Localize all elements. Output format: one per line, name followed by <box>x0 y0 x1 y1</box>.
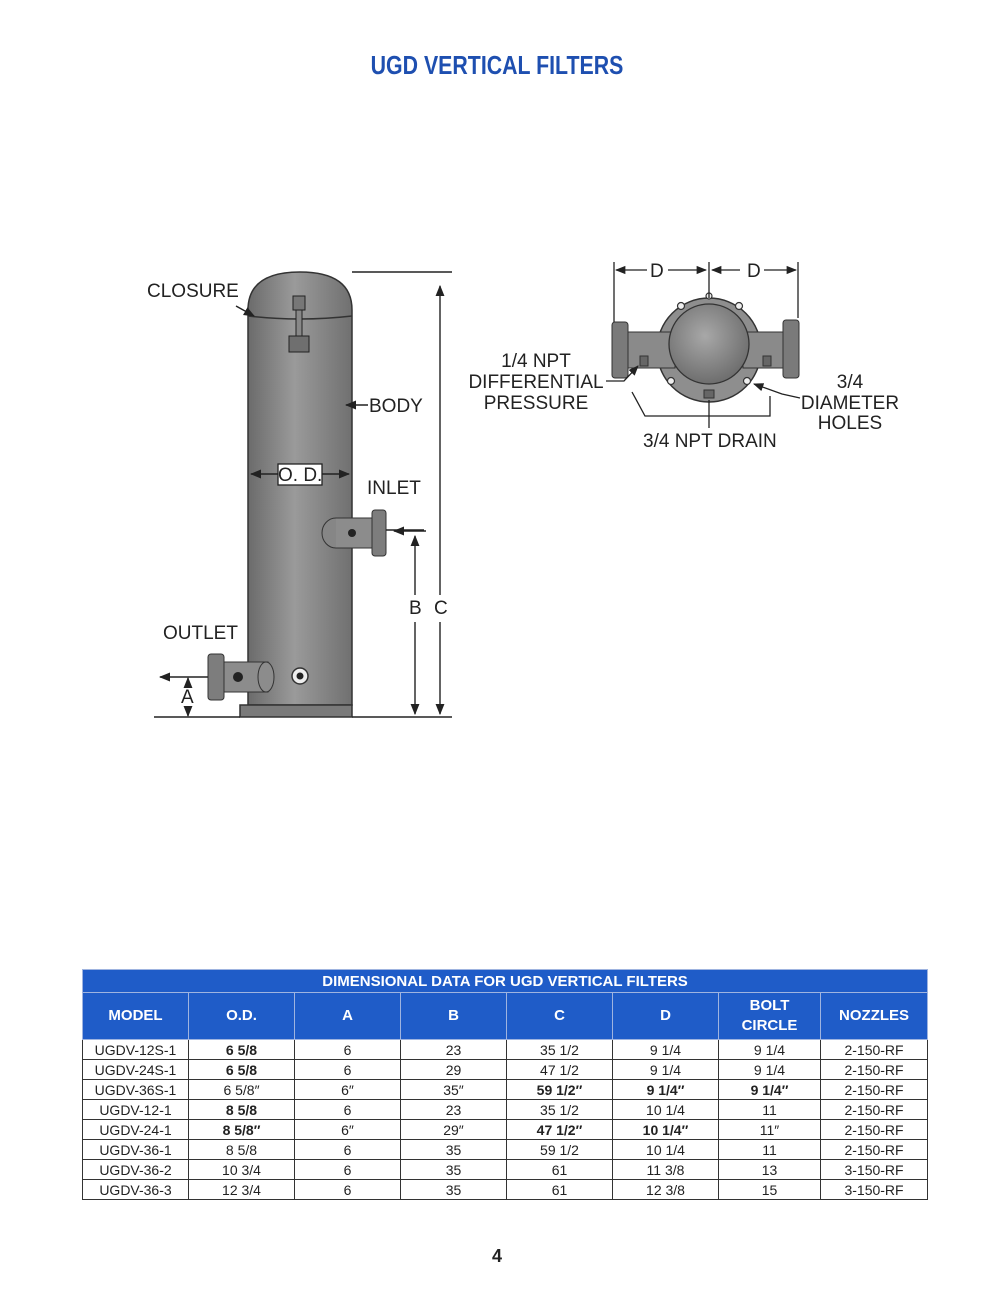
table-row <box>83 1180 928 1200</box>
cell-c: 35 1/2 <box>507 1040 613 1060</box>
cell-model: UGDV-36-3 <box>83 1180 189 1200</box>
cell-model: UGDV-36-2 <box>83 1160 189 1180</box>
header-d: D <box>613 993 719 1040</box>
cell-c: 35 1/2 <box>507 1100 613 1120</box>
header-circle: CIRCLE <box>741 1017 798 1034</box>
dim-b-label: B <box>409 598 422 619</box>
cell-bolt-circle: 13 <box>719 1160 821 1180</box>
header-bolt-circle <box>719 993 821 1040</box>
cell-nozzles: 3-150-RF <box>821 1160 928 1180</box>
cell-od: 8 5/8 <box>189 1140 295 1160</box>
cell-nozzles: 3-150-RF <box>821 1180 928 1200</box>
cell-bolt-circle: 9 1/4″ <box>719 1080 821 1100</box>
cell-model: UGDV-36S-1 <box>83 1080 189 1100</box>
cell-a: 6 <box>295 1140 401 1160</box>
cell-bolt-circle: 15 <box>719 1180 821 1200</box>
cell-a: 6″ <box>295 1080 401 1100</box>
table-caption: DIMENSIONAL DATA FOR UGD VERTICAL FILTERS <box>83 970 928 993</box>
dim-d-left-label: D <box>650 261 664 282</box>
cell-bolt-circle: 11 <box>719 1140 821 1160</box>
table-row <box>83 1160 928 1180</box>
cell-nozzles: 2-150-RF <box>821 1120 928 1140</box>
base-plate <box>240 705 352 717</box>
drain-label: 3/4 NPT DRAIN <box>643 431 777 452</box>
cell-model: UGDV-24S-1 <box>83 1060 189 1080</box>
header-bolt: BOLT <box>749 997 790 1014</box>
cell-c: 47 1/2 <box>507 1060 613 1080</box>
cell-model: UGDV-12-1 <box>83 1100 189 1120</box>
holes-label-3: HOLES <box>817 413 883 434</box>
cell-c: 59 1/2 <box>507 1140 613 1160</box>
holes-label-2: DIAMETER <box>800 393 900 414</box>
cell-d: 9 1/4″ <box>613 1080 719 1100</box>
table-row <box>83 1120 928 1140</box>
cell-od: 10 3/4 <box>189 1160 295 1180</box>
body-label: BODY <box>369 396 423 417</box>
diff-pressure-label-2: DIFFERENTIAL <box>468 372 604 393</box>
cell-a: 6 <box>295 1180 401 1200</box>
cell-c: 47 1/2″ <box>507 1120 613 1140</box>
cell-d: 9 1/4 <box>613 1060 719 1080</box>
page-number: 4 <box>491 1246 502 1266</box>
cell-model: UGDV-24-1 <box>83 1120 189 1140</box>
cell-b: 23 <box>401 1040 507 1060</box>
cell-c: 59 1/2″ <box>507 1080 613 1100</box>
cell-b: 29″ <box>401 1120 507 1140</box>
cell-b: 35 <box>401 1140 507 1160</box>
cell-bolt-circle: 11″ <box>719 1120 821 1140</box>
diff-pressure-label-1: 1/4 NPT <box>501 351 571 372</box>
closure-label: CLOSURE <box>147 281 239 302</box>
top-dome <box>669 304 749 384</box>
top-view <box>612 293 799 402</box>
header-od: O.D. <box>189 993 295 1040</box>
cell-model: UGDV-12S-1 <box>83 1040 189 1060</box>
cell-b: 35 <box>401 1180 507 1200</box>
cell-b: 23 <box>401 1100 507 1120</box>
cell-od: 6 5/8 <box>189 1060 295 1080</box>
cell-b: 29 <box>401 1060 507 1080</box>
cell-nozzles: 2-150-RF <box>821 1040 928 1060</box>
cell-od: 6 5/8 <box>189 1040 295 1060</box>
header-a: A <box>295 993 401 1040</box>
dim-a-label: A <box>181 687 194 708</box>
cell-d: 10 1/4 <box>613 1100 719 1120</box>
cell-bolt-circle: 9 1/4 <box>719 1040 821 1060</box>
cell-od: 8 5/8 <box>189 1100 295 1120</box>
header-b: B <box>401 993 507 1040</box>
page-title: UGD VERTICAL FILTERS <box>370 50 624 80</box>
header-nozzles: NOZZLES <box>821 993 928 1040</box>
cell-od: 8 5/8″ <box>189 1120 295 1140</box>
od-label: O. D. <box>278 465 323 486</box>
header-c: C <box>507 993 613 1040</box>
cell-c: 61 <box>507 1180 613 1200</box>
cell-d: 9 1/4 <box>613 1040 719 1060</box>
cell-d: 11 3/8 <box>613 1160 719 1180</box>
diff-pressure-label-3: PRESSURE <box>483 393 589 414</box>
dim-c-label: C <box>434 598 448 619</box>
cell-bolt-circle: 11 <box>719 1100 821 1120</box>
cell-bolt-circle: 9 1/4 <box>719 1060 821 1080</box>
holes-label-1: 3/4 <box>836 372 864 393</box>
table-row <box>83 1140 928 1160</box>
cell-model: UGDV-36-1 <box>83 1140 189 1160</box>
table-row <box>83 1060 928 1080</box>
header-model: MODEL <box>83 993 189 1040</box>
cell-a: 6 <box>295 1160 401 1180</box>
cell-c: 61 <box>507 1160 613 1180</box>
cell-nozzles: 2-150-RF <box>821 1140 928 1160</box>
cell-a: 6″ <box>295 1120 401 1140</box>
dimensional-data-table <box>82 969 927 1200</box>
cell-d: 12 3/8 <box>613 1180 719 1200</box>
cell-nozzles: 2-150-RF <box>821 1080 928 1100</box>
table-row <box>83 1100 928 1120</box>
cell-nozzles: 2-150-RF <box>821 1060 928 1080</box>
cell-od: 12 3/4 <box>189 1180 295 1200</box>
cell-d: 10 1/4 <box>613 1140 719 1160</box>
inlet-label: INLET <box>367 478 421 499</box>
side-view-vessel <box>208 272 386 717</box>
table-row <box>83 1040 928 1060</box>
cell-od: 6 5/8″ <box>189 1080 295 1100</box>
dim-d-right-label: D <box>747 261 761 282</box>
cell-nozzles: 2-150-RF <box>821 1100 928 1120</box>
table-row <box>83 1080 928 1100</box>
cell-b: 35 <box>401 1160 507 1180</box>
cell-b: 35″ <box>401 1080 507 1100</box>
cell-a: 6 <box>295 1100 401 1120</box>
cell-a: 6 <box>295 1040 401 1060</box>
cell-d: 10 1/4″ <box>613 1120 719 1140</box>
outlet-label: OUTLET <box>163 623 238 644</box>
cell-a: 6 <box>295 1060 401 1080</box>
